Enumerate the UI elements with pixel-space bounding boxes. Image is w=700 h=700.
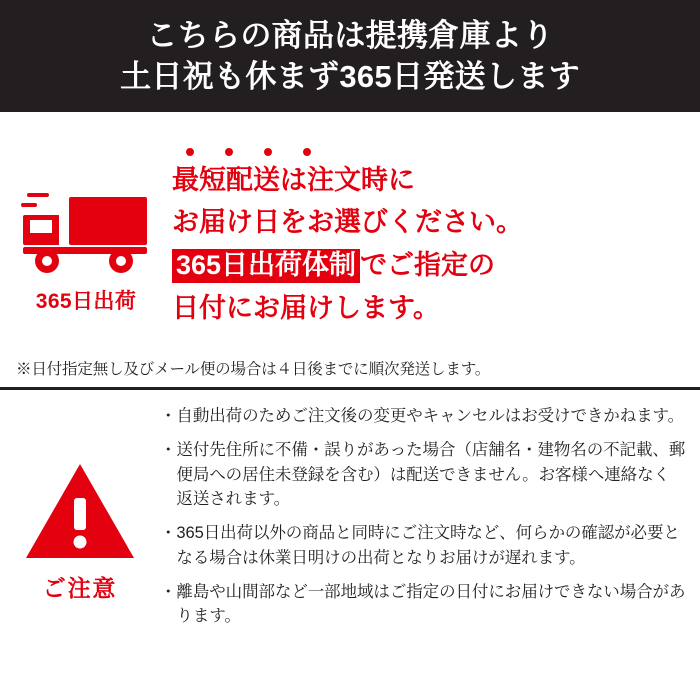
- delivery-line-4: 日付にお届けします。: [172, 292, 440, 323]
- delivery-main-row: [0, 122, 700, 355]
- delivery-line-1: 最短配送は注文時に: [172, 164, 415, 195]
- list-item-text: 離島や山間部など一部地域はご指定の日付にお届けできない場合があります。: [176, 582, 686, 626]
- bullet-icon: ・: [160, 582, 177, 601]
- decorative-dots: [172, 148, 686, 158]
- caution-icon-column: [0, 400, 160, 700]
- list-item-text: 自動出荷のためご注文後の変更やキャンセルはお受けできかねます。: [176, 407, 685, 425]
- caution-label: ご注意: [42, 575, 118, 601]
- list-item: [160, 521, 686, 571]
- caution-list: [160, 400, 700, 700]
- caution-section: [0, 390, 700, 700]
- dot-icon: [225, 148, 233, 156]
- list-item-text: 送付先住所に不備・誤りがあった場合（店舗名・建物名の不記載、郵便局への居住未登録を含む）は配送できません。お客様へ連絡なく返送されます。: [176, 440, 686, 509]
- warning-triangle-icon: [24, 462, 136, 560]
- header-line-1: こちらの商品は提携倉庫より: [146, 17, 554, 53]
- dot-icon: [186, 148, 194, 156]
- truck-column: [0, 122, 172, 355]
- header-line-2: 土日祝も休まず365日発送します: [120, 59, 580, 94]
- banner-header: [0, 0, 700, 112]
- delivery-highlight: 365日出荷体制: [172, 249, 360, 283]
- delivery-line-3: [172, 244, 686, 287]
- dot-icon: [303, 148, 311, 156]
- bullet-icon: ・: [160, 407, 177, 425]
- list-item-text: 365日出荷以外の商品と同時にご注文時など、何らかの確認が必要となる場合は休業日明けの出荷となりお届けが遅れます。: [176, 524, 680, 567]
- bullet-icon: ・: [160, 524, 177, 542]
- delivery-section: [0, 112, 700, 390]
- list-item: [160, 404, 686, 429]
- delivery-note: ※日付指定無し及びメール便の場合は４日後までに順次発送します。: [16, 361, 491, 378]
- delivery-text-column: [172, 122, 700, 355]
- list-item: [160, 580, 686, 630]
- bullet-icon: ・: [160, 440, 177, 459]
- delivery-line-2: お届け日をお選びください。: [172, 207, 523, 238]
- delivery-truck-icon: [21, 189, 151, 275]
- delivery-line-3-rest: でご指定の: [360, 250, 496, 280]
- dot-icon: [264, 148, 272, 156]
- list-item: [160, 438, 686, 512]
- truck-label: 365日出荷: [35, 289, 137, 313]
